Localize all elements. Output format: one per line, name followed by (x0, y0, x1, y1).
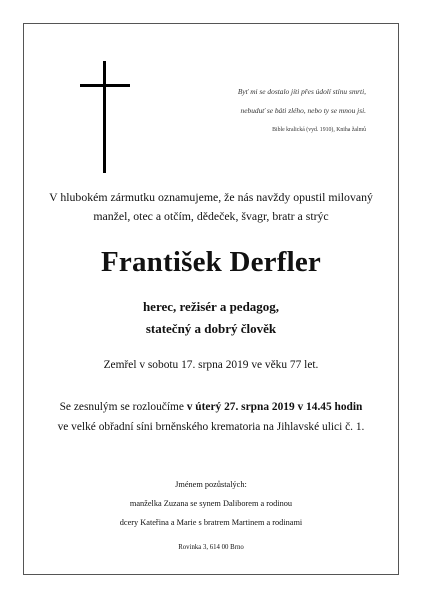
quote-source: Bible kralická (vyd. 1910), Kniha žalmů (272, 127, 366, 133)
intro-text (23, 188, 399, 226)
quote-line-1: Byť mi se dostalo jíti přes údolí stínu smrti, (237, 87, 366, 96)
bible-quote (238, 82, 366, 140)
death-notice: Zemřel v sobotu 17. srpna 2019 ve věku 77 let. (103, 359, 319, 371)
quote-line-2: nebuduť se báti zlého, nebo ty se mnou jsi. (240, 106, 366, 115)
cross-icon (80, 61, 130, 173)
intro-line-1: V hlubokém zármutku oznamujeme, že nás navždy opustil milovaný (49, 190, 373, 204)
survivors-line-1: manželka Zuzana se synem Daliborem a rodinou (129, 499, 293, 508)
address: Rovinka 3, 614 00 Brno (178, 544, 244, 551)
survivors-heading: Jménem pozůstalých: (175, 480, 247, 489)
deceased-name: František Derfler (100, 246, 321, 278)
funeral-line-1 (23, 397, 399, 417)
survivors-line-2: dcery Kateřina a Marie s bratrem Martinem a rodinami (119, 518, 303, 527)
deceased-roles (23, 296, 399, 340)
funeral-datetime: v úterý 27. srpna 2019 v 14.45 hodin (186, 401, 363, 413)
roles-line-2: statečný a dobrý člověk (145, 321, 277, 336)
roles-line-1: herec, režisér a pedagog, (142, 299, 280, 314)
intro-line-2: manžel, otec a otčím, dědeček, švagr, bratr a strýc (93, 209, 329, 223)
funeral-info (23, 397, 399, 437)
funeral-prefix: Se zesnulým se rozloučíme (59, 401, 187, 413)
survivors (23, 475, 399, 532)
funeral-place: ve velké obřadní síni brněnského krematoria na Jihlavské ulici č. 1. (57, 421, 365, 433)
